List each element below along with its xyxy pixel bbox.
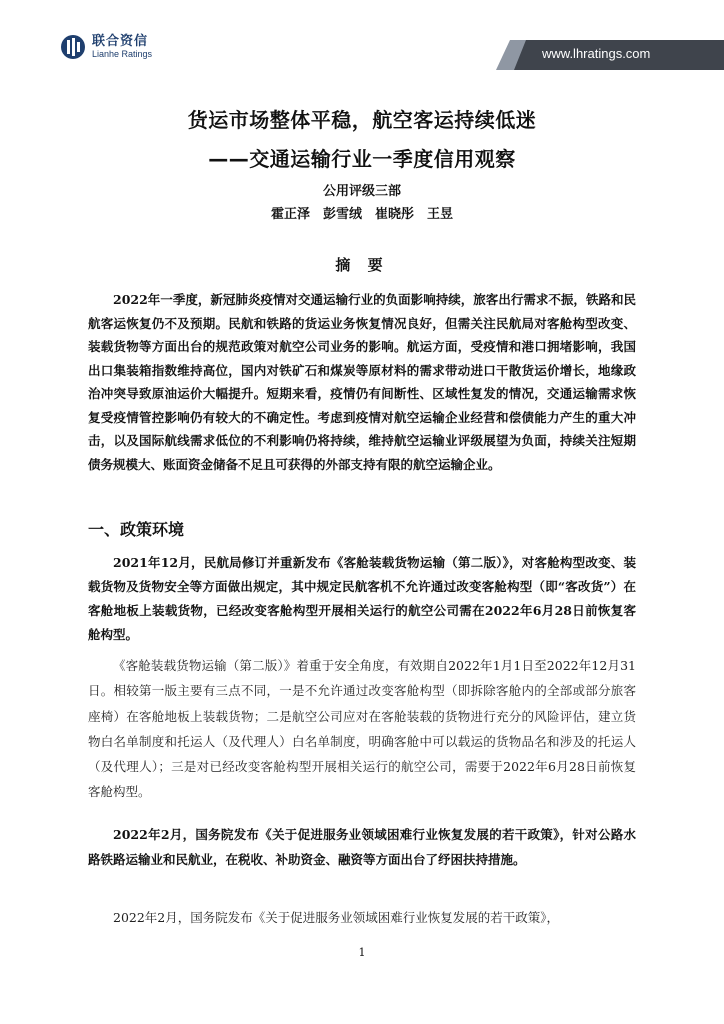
department: 公用评级三部: [322, 184, 401, 199]
report-subtitle: ——交通运输行业一季度信用观察: [208, 147, 516, 171]
page-header: [0, 0, 724, 80]
website-banner: [496, 40, 724, 70]
lianhe-logo-icon: [60, 34, 86, 60]
page-number: 1: [358, 946, 366, 959]
abstract-paragraph: 2022年一季度，新冠肺炎疫情对交通运输行业的负面影响持续，旅客出行需求不振，铁路和民航客运恢复仍不及预期。民航和铁路的货运业务恢复情况良好，但需关注民航局对客舱构型改变、装载货物等方面出台的规范政策对航空公司业务的影响。航运方面，受疫情和港口拥堵影响，我国出口集装箱指数维持高位，国内对铁矿石和煤炭等原材料的需求带动进口干散货运价增长，地缘政治冲突导致原油运价大幅提升。短期来看，疫情仍有间断性、区域性复发的情况，交通运输需求恢复受疫情管控影响仍有较大的不确定性。考虑到疫情对航空运输企业经营和偿债能力产生的重大冲击，以及国际航线需求低位的不利影响仍将持续，维持航空运输业评级展望为负面，持续关注短期债务规模大、账面资金储备不足且可获得的外部支持有限的航空运输企业。: [88, 292, 636, 472]
authors: 霍正泽 彭雪绒 崔晓彤 王昱: [270, 207, 453, 222]
policy-paragraph-2: 《客舱装载货物运输（第二版）》着重于安全角度，有效期自2022年1月1日至2022年12月31日。相较第一版主要有三点不同，一是不允许通过改变客舱构型（即拆除客舱内的全部或部分旅客座椅）在客舱地板上装载货物；二是航空公司应对在客舱装载的货物进行充分的风险评估，建立货物白名单制度和托运人（及代理人）白名单制度，明确客舱中可以载运的货物品名和涉及的托运人（及代理人）；三是对已经改变客舱构型开展相关运行的航空公司，需要于2022年6月28日前恢复客舱构型。: [88, 658, 636, 800]
lianhe-logo: [60, 34, 152, 60]
logo-chinese-name: 联合资信: [92, 34, 149, 49]
abstract-heading: 摘 要: [335, 256, 389, 274]
policy-paragraph-1: 2021年12月，民航局修订并重新发布《客舱装载货物运输（第二版）》，对客舱构型改变、装载货物及货物安全等方面做出规定，其中规定民航客机不允许通过改变客舱构型（即“客改货”）在客舱地板上装载货物，已经改变客舱构型开展相关运行的航空公司需在2022年6月28日前恢复客舱构型。: [88, 555, 636, 642]
section-heading-policy: 一、政策环境: [88, 520, 185, 539]
report-title: 货运市场整体平稳，航空客运持续低迷: [187, 108, 537, 132]
policy-paragraph-4: 2022年2月，国务院发布《关于促进服务业领域困难行业恢复发展的若干政策》，: [113, 910, 560, 925]
website-link[interactable]: www.lhratings.com: [542, 46, 651, 61]
policy-paragraph-3: 2022年2月，国务院发布《关于促进服务业领域困难行业恢复发展的若干政策》，针对公路水路铁路运输业和民航业，在税收、补助资金、融资等方面出台了纾困扶持措施。: [88, 827, 636, 867]
logo-english-name: Lianhe Ratings: [92, 49, 153, 59]
